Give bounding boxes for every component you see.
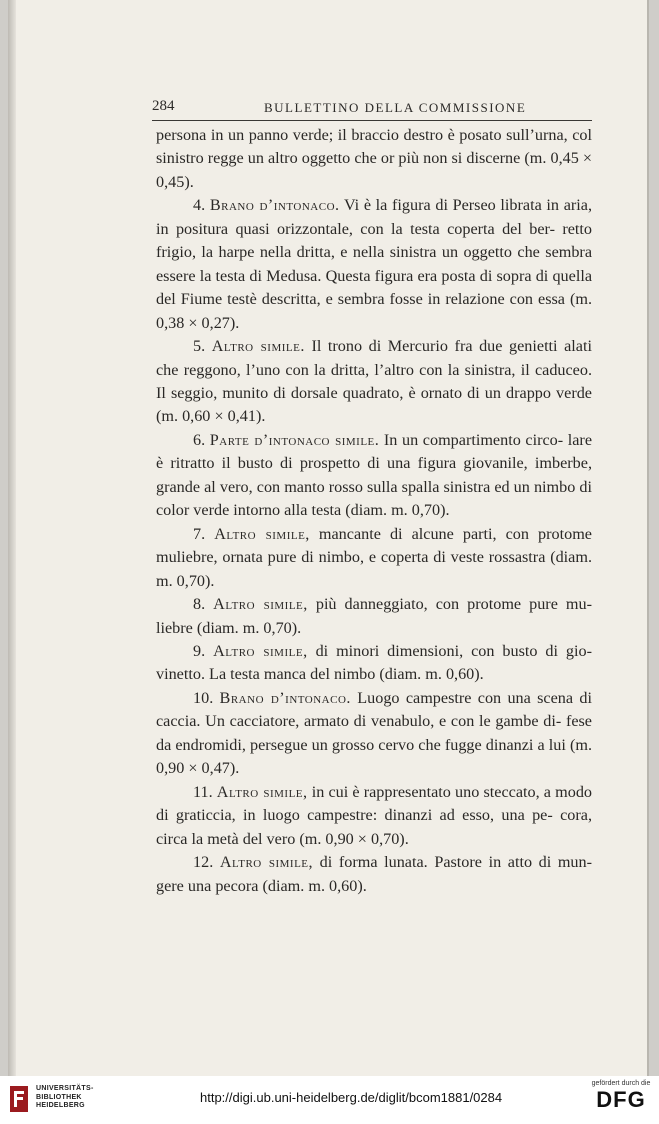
text-line: retto frigio, la harpe nella dritta, e nella sinistra un oggetto [156,219,592,262]
entry-number: 10. [193,688,214,707]
entry-heading: Altro simile, [219,853,314,872]
entry-number: 12. [193,853,214,872]
library-name-line-3: HEIDELBERG [36,1102,85,1109]
entry-number: 8. [193,595,206,614]
catalogue-entry [156,523,592,593]
entry-number: 5. [193,337,206,356]
entry-number: 4. [193,196,206,215]
header-rule [152,120,592,121]
text-line: che sembra essere la testa di Medusa. Questa figura era posta [156,243,593,285]
text-line: gere una pecora (diam. m. 0,60). [156,876,367,895]
entry-heading: Altro simile, [213,641,308,660]
catalogue-entry [156,335,592,429]
text-line: alati che reggono, l’uno con la dritta, l’altro con la sinistra, [156,337,592,379]
text-line: più danneggiato, con protome pure mu- [315,595,592,614]
entry-heading: Altro simile, [216,782,308,801]
scanned-page [8,0,649,1076]
library-name-line-1: UNIVERSITÄTS- [36,1085,94,1092]
text-line: di sopra di quella del Fiume testè descritta, e sembra fosse in [156,266,593,309]
text-line: In un compartimento circo- [383,430,564,449]
funded-by-note: gefördert durch die [591,1080,651,1087]
text-line: un drappo verde (m. 0,60 × 0,41). [156,383,592,426]
page-number: 284 [152,98,175,114]
text-line: vinetto. La testa manca del nimbo (diam. m. 0,60). [156,665,484,684]
viewer-footer [0,1076,659,1124]
text-line: fese da endromidi, persegue un grosso cervo che fugge dinanzi [156,712,592,754]
catalogue-entry [156,781,592,851]
text-line: Il trono di Mercurio fra due genietti [311,337,558,356]
page-gutter-shadow [8,0,16,1076]
text-line: il caduceo. Il seggio, munito di dorsale quadrato, è ornato di [156,360,593,402]
text-line: Luogo campestre con una scena di [357,688,592,707]
entry-heading: Altro simile, [213,595,308,614]
text-line: Vi è la figura di Perseo librata in [343,196,560,215]
text-line: ed un nimbo di color verde intorno alla testa (diam. m. 0,70). [156,477,592,520]
text-line: mancante di alcune parti, con protome [318,524,592,543]
page-header [152,98,592,120]
catalogue-entry [156,687,592,781]
entry-number: 7. [193,524,206,543]
body-text [156,124,592,898]
entry-number: 9. [193,641,206,660]
text-line: persona in un panno verde; il braccio destro è posato sull’urna, [156,126,568,144]
entry-heading: Brano d’intonaco. [219,688,351,707]
entry-heading: Parte d’intonaco simile. [209,430,380,449]
text-line: imberbe, grande al vero, con manto rosso sulla spalla sinistra [156,454,592,496]
text-line: modo di graticcia, in luogo campestre: dinanzi ad esso, una pe- [156,782,593,825]
text-line: (diam. m. 0,70). [156,548,592,590]
library-name-line-2: BIBLIOTHEK [36,1093,82,1101]
catalogue-entry [156,429,592,523]
permalink-url[interactable]: http://digi.ub.uni-heidelberg.de/diglit/bcom1881/0284 [200,1090,503,1105]
entry-number: 6. [193,430,206,449]
continuation-paragraph [156,124,592,194]
entry-heading: Brano d’intonaco. [209,196,340,215]
text-line: muliebre, ornata pure di nimbo, e coperta di veste rossastra [156,548,546,567]
text-line: (m. 0,45 × 0,45). [156,149,593,191]
text-line: relazione con essa (m. 0,38 × 0,27). [156,290,592,332]
catalogue-entry [156,194,592,335]
dfg-logo: DFG [596,1087,646,1112]
running-title: BULLETTINO DELLA COMMISSIONE [264,100,527,115]
entry-heading: Altro simile. [211,337,305,356]
text-line: caccia. Un cacciatore, armato di venabulo, e con le gambe di- [156,712,562,731]
catalogue-entry [156,851,592,898]
entry-heading: Altro simile, [214,524,310,543]
text-line: a lui (m. 0,90 × 0,47). [156,735,593,778]
funder-block [590,1080,652,1113]
text-line: lare è ritratto il busto di prospetto di una figura giovanile, [156,430,593,473]
library-name [36,1085,94,1111]
text-line: col sinistro regge un altro oggetto che or più non si discerne [156,126,592,168]
text-line: liebre (diam. m. 0,70). [156,618,302,637]
library-logo-icon [8,1084,30,1114]
text-line: aria, in positura quasi orizzontale, con la testa coperta del ber- [156,196,593,238]
text-line: di forma lunata. Pastore in atto di mun- [319,853,593,872]
catalogue-entry [156,593,592,640]
text-line: di minori dimensioni, con busto di gio- [315,641,592,660]
text-line: in cui è rappresentato uno steccato, a [311,782,551,801]
catalogue-entry [156,640,592,687]
entry-number: 11. [193,782,213,801]
text-line: cora, circa la metà del vero (m. 0,90 × 0,70). [156,806,592,848]
